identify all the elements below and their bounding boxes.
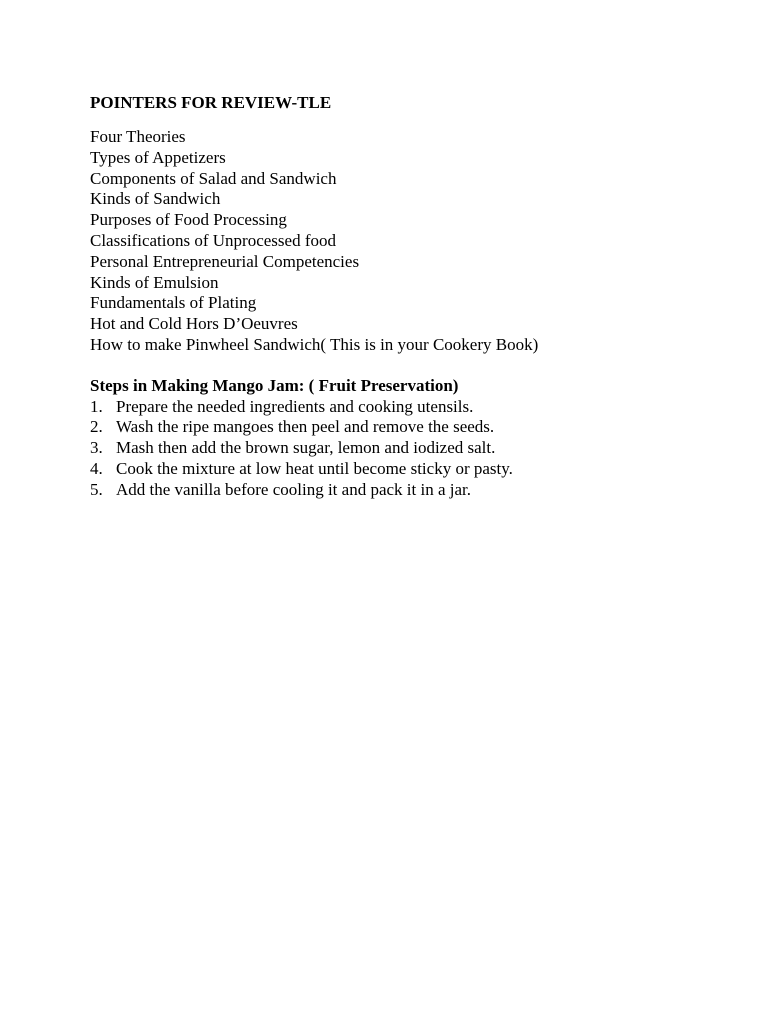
step-item — [90, 480, 730, 501]
topic-item: How to make Pinwheel Sandwich( This is in your Cookery Book) — [90, 334, 539, 354]
step-number: 1. — [90, 396, 103, 416]
step-text: Wash the ripe mangoes then peel and remove the seeds. — [116, 417, 495, 437]
topic-item: Purposes of Food Processing — [90, 210, 287, 230]
topic-item: Four Theories — [90, 127, 186, 146]
step-number: 2. — [90, 417, 103, 437]
step-text: Add the vanilla before cooling it and pack it in a jar. — [116, 479, 471, 499]
mango-jam-steps-list — [90, 397, 730, 501]
document-page — [90, 92, 730, 501]
review-topics-list — [90, 127, 730, 356]
step-number: 5. — [90, 479, 103, 499]
step-text: Cook the mixture at low heat until become sticky or pasty. — [116, 458, 513, 478]
step-item — [90, 417, 730, 438]
step-text: Mash then add the brown sugar, lemon and iodized salt. — [116, 438, 496, 458]
step-item — [90, 459, 730, 480]
topic-item: Classifications of Unprocessed food — [90, 230, 336, 250]
step-number: 4. — [90, 458, 103, 478]
topic-item: Kinds of Sandwich — [90, 189, 221, 209]
topic-item: Types of Appetizers — [90, 147, 226, 167]
topic-item: Hot and Cold Hors D’Oeuvres — [90, 314, 298, 334]
step-item — [90, 397, 730, 418]
topic-item: Fundamentals of Plating — [90, 293, 257, 313]
topic-item: Kinds of Emulsion — [90, 272, 219, 292]
document-title: POINTERS FOR REVIEW-TLE — [90, 93, 332, 112]
steps-heading: Steps in Making Mango Jam: ( Fruit Preservation) — [90, 375, 459, 395]
topic-item: Personal Entrepreneurial Competencies — [90, 251, 360, 271]
step-number: 3. — [90, 438, 103, 458]
step-item — [90, 438, 730, 459]
step-text: Prepare the needed ingredients and cooking utensils. — [116, 396, 474, 416]
topic-item: Components of Salad and Sandwich — [90, 168, 337, 188]
